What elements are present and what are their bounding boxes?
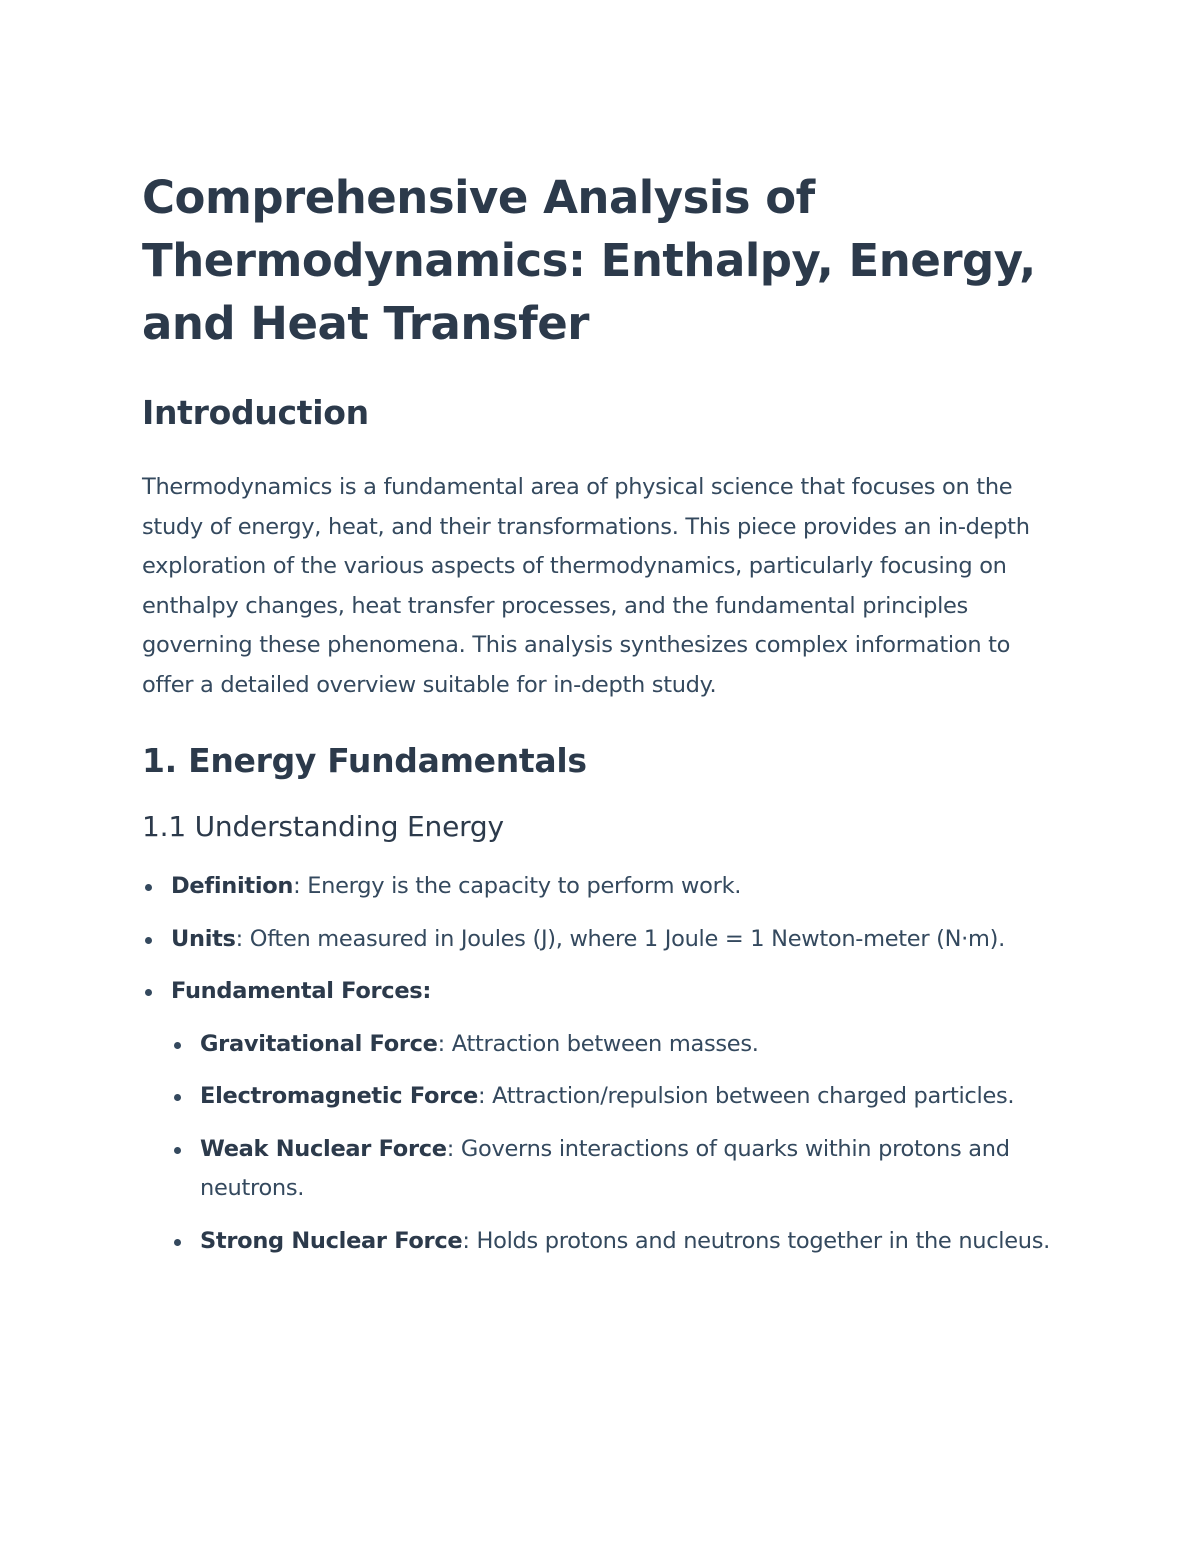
energy-bullet-list	[142, 867, 1062, 1261]
fundamental-forces-colon: :	[422, 978, 432, 1004]
electromagnetic-force-term: Electromagnetic Force	[200, 1083, 478, 1109]
sub-list-item	[171, 1130, 1062, 1209]
list-item	[142, 867, 1062, 907]
energy-fundamentals-heading: 1. Energy Fundamentals	[142, 741, 587, 780]
introduction-paragraph: Thermodynamics is a fundamental area of physical science that focuses on the study of energy, heat, and their transformations. This piece provides an in-depth exploration of the various aspects of thermodynamics, particularly focusing on enthalpy changes, heat transfer processes, and the fundamental principles governing these phenomena. This analysis synthesizes complex information to offer a detailed overview suitable for in-depth study.	[142, 474, 1030, 698]
units-term: Units	[171, 925, 236, 952]
document-title: Comprehensive Analysis of Thermodynamics: Enthalpy, Energy, and Heat Transfer	[142, 171, 1036, 350]
units-text: : Often measured in Joules (J), where 1 Joule = 1 Newton-meter (N·m).	[235, 925, 1005, 952]
understanding-energy-heading: 1.1 Understanding Energy	[142, 810, 504, 843]
weak-nuclear-force-text: : Governs interactions of quarks within protons and neutrons.	[200, 1135, 1010, 1201]
sub-list-item	[171, 1222, 1062, 1262]
definition-term: Definition	[171, 873, 294, 899]
gravitational-force-text: : Attraction between masses.	[437, 1030, 759, 1057]
list-item	[142, 972, 1062, 1261]
definition-text: : Energy is the capacity to perform work.	[293, 873, 742, 899]
gravitational-force-term: Gravitational Force	[200, 1030, 438, 1057]
fundamental-forces-term: Fundamental Forces	[171, 978, 423, 1004]
sub-list-item	[171, 1077, 1062, 1117]
strong-nuclear-force-text: : Holds protons and neutrons together in the nucleus.	[462, 1227, 1051, 1254]
strong-nuclear-force-term: Strong Nuclear Force	[200, 1227, 463, 1254]
document-page	[142, 166, 1062, 1274]
forces-sub-list	[171, 1025, 1062, 1262]
sub-list-item	[171, 1025, 1062, 1065]
introduction-heading: Introduction	[142, 393, 369, 432]
list-item	[142, 920, 1062, 960]
weak-nuclear-force-term: Weak Nuclear Force	[200, 1135, 447, 1162]
electromagnetic-force-text: : Attraction/repulsion between charged particles.	[477, 1083, 1015, 1109]
